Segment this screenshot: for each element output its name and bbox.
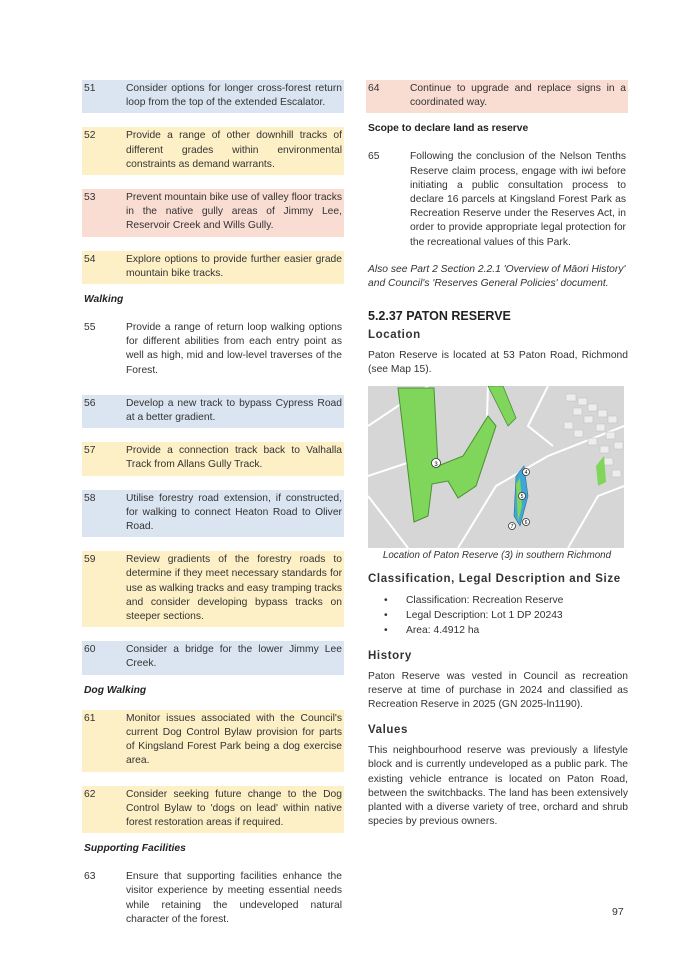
bullet-icon: • — [384, 624, 388, 636]
classification-heading: Classification, Legal Description and Size — [368, 572, 621, 585]
policy-number: 51 — [84, 83, 96, 94]
policy-text: Consider seeking future change to the Dog Control Bylaw to 'dogs on lead' within native forest restoration areas if required. — [126, 788, 342, 828]
policy-list-dog — [82, 710, 344, 833]
policy-row — [82, 551, 344, 627]
map-label-7: 7 — [510, 523, 514, 530]
policy-text: Explore options to provide further easier grade mountain bike tracks. — [126, 253, 342, 279]
values-text: This neighbourhood reserve was previously a lifestyle block and is currently undeveloped as a public park. The existing vehicle entrance is located on Paton Road, between the switchbacks. The land has been extensively planted with a diverse variety of tree, orchard and shrub species by previous owners. — [368, 745, 628, 828]
right-column — [366, 80, 628, 835]
policy-text: Monitor issues associated with the Council's current Dog Control Bylaw provision for parts of Kingsland Forest Park being a dog exercise area. — [126, 712, 342, 767]
map-label-4: 4 — [524, 469, 528, 476]
policy-text: Provide a range of return loop walking options for different abilities from each entry point as well as high, mid and low-level traverses of the Forest. — [126, 322, 342, 376]
map-label-6: 6 — [524, 519, 528, 526]
policy-text: Utilise forestry road extension, if constructed, for walking to connect Heaton Road to Oliver Road. — [126, 492, 342, 533]
policy-row — [82, 319, 344, 381]
area-item: Area: 4.4912 ha — [406, 624, 480, 636]
policy-row — [82, 710, 344, 772]
list-item — [384, 593, 628, 608]
policy-row — [82, 395, 344, 428]
policy-number: 54 — [84, 253, 96, 265]
policy-row — [82, 80, 344, 113]
policy-list-facilities — [82, 868, 344, 930]
policy-number: 63 — [84, 871, 96, 883]
policy-text: Ensure that supporting facilities enhance the visitor experience by meeting essential needs while retaining the undeveloped natural character of the forest. — [126, 871, 342, 925]
policy-row — [82, 442, 344, 475]
policy-text: Continue to upgrade and replace signs in a coordinated way. — [410, 83, 626, 109]
legal-description-item: Legal Description: Lot 1 DP 20243 — [406, 609, 563, 621]
walking-heading: Walking — [84, 294, 124, 306]
policy-number: 64 — [368, 83, 380, 94]
dog-walking-heading: Dog Walking — [84, 684, 147, 696]
policy-row — [82, 127, 344, 175]
policy-row — [82, 641, 344, 674]
policy-text: Provide a range of other downhill tracks of different grades within environmental constraints as demand warrants. — [126, 130, 342, 170]
policy-number: 65 — [368, 151, 380, 163]
policy-row — [82, 786, 344, 834]
policy-text: Develop a new track to bypass Cypress Road at a better gradient. — [126, 397, 342, 424]
map-caption: Location of Paton Reserve (3) in southern Richmond — [382, 549, 612, 561]
policy-row — [366, 80, 628, 113]
scope-heading: Scope to declare land as reserve — [368, 123, 529, 135]
policy-number: 60 — [84, 644, 96, 656]
policy-number: 52 — [84, 130, 96, 142]
policy-number: 61 — [84, 712, 96, 724]
policy-list-walking — [82, 319, 344, 675]
classification-list — [384, 593, 628, 638]
location-heading: Location — [368, 329, 421, 342]
policy-list-signs — [366, 80, 628, 113]
values-heading: Values — [368, 724, 409, 737]
policy-row — [366, 148, 628, 252]
map-label-5: 5 — [520, 493, 524, 500]
page-number: 97 — [612, 906, 624, 918]
policy-row — [82, 868, 344, 930]
policy-number: 56 — [84, 397, 96, 409]
policy-number: 59 — [84, 554, 96, 566]
policy-row — [82, 189, 344, 237]
left-column — [82, 80, 344, 944]
policy-list-mtb — [82, 80, 344, 284]
history-text: Paton Reserve was vested in Council as recreation reserve at time of purchase in 2024 and classified as Recreation Reserve in 2025 (GN 2025-ln1190). — [368, 670, 628, 711]
bullet-icon: • — [384, 609, 388, 621]
supporting-facilities-heading: Supporting Facilities — [84, 843, 186, 855]
classification-item: Classification: Recreation Reserve — [406, 594, 564, 606]
policy-text: Review gradients of the forestry roads to determine if they meet necessary standards for use as walking tracks and easy tramping tracks and consider developing bypass tracks on steeper sections. — [126, 554, 342, 623]
policy-number: 58 — [84, 492, 96, 504]
map-label-3: 3 — [434, 461, 438, 468]
location-map — [368, 386, 624, 548]
policy-text: Consider a bridge for the lower Jimmy Lee Creek. — [126, 644, 342, 670]
policy-text: Consider options for longer cross-forest return loop from the top of the extended Escalator. — [126, 83, 342, 109]
location-text: Paton Reserve is located at 53 Paton Road, Richmond (see Map 15). — [368, 350, 628, 376]
policy-text: Provide a connection track back to Valhalla Track from Allans Gully Track. — [126, 445, 342, 471]
policy-row — [82, 251, 344, 284]
list-item — [384, 608, 628, 623]
policy-number: 55 — [84, 322, 96, 334]
history-heading: History — [368, 649, 412, 662]
bullet-icon: • — [384, 594, 388, 606]
policy-number: 53 — [84, 192, 96, 204]
policy-list-scope — [366, 148, 628, 252]
also-see-note: Also see Part 2 Section 2.2.1 'Overview of Māori History' and Council's 'Reserves General Policies' document. — [368, 263, 626, 290]
policy-text: Prevent mountain bike use of valley floor tracks in the native gully areas of Jimmy Lee, Reservoir Creek and Wills Gully. — [126, 192, 342, 232]
map-graphic — [368, 386, 624, 548]
list-item — [384, 623, 628, 638]
policy-text: Following the conclusion of the Nelson Tenths Reserve claim process, engage with iwi before initiating a public consultation process to declare 16 parcels at Kingsland Forest Park as Recreation Reserve under the Reserves Act, in order to provide appropriate legal protection for the recreational values of this Park. — [410, 151, 626, 248]
policy-row — [82, 490, 344, 538]
policy-number: 62 — [84, 788, 96, 800]
section-title: 5.2.37 PATON RESERVE — [368, 309, 511, 324]
policy-number: 57 — [84, 445, 96, 457]
